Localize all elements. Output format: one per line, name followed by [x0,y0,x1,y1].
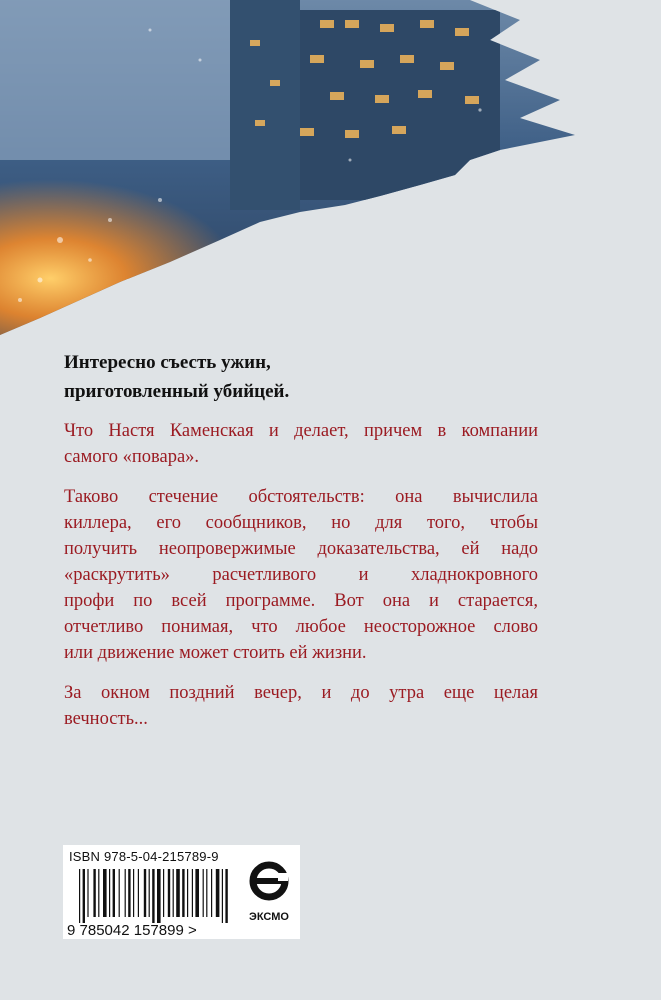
barcode-bar [113,869,115,917]
paragraph-line: Что Настя Каменская и делает, причем в компании [64,421,538,441]
barcode-bar [125,869,126,917]
paragraph-line: «раскрутить» расчетливого и хладнокровного [64,565,538,585]
paragraph-line: профи по всей программе. Вот она и старается, [64,591,538,611]
barcode-bar [128,869,130,917]
barcode-bar [176,869,180,917]
barcode-bar [211,869,212,917]
barcode-bar [152,869,154,923]
barcode-bar [157,869,161,923]
barcode-bar [225,869,227,923]
headline-line: Интересно съесть ужин, [64,352,271,373]
paragraph-line: самого «повара». [64,447,200,467]
barcode-bar [192,869,193,917]
barcode-bar [79,869,80,923]
barcode-bar [195,869,199,917]
barcode-bar [93,869,95,917]
publisher-logo [238,845,300,939]
isbn-label: ISBN 978-5-04-215789-9 [69,849,219,864]
barcode-bar [168,869,170,917]
headline-line: приготовленный убийцей. [64,381,290,402]
paragraph-1 [64,418,538,470]
barcode-bar [98,869,99,917]
eksmo-logo-icon [238,845,300,909]
barcode-digits: 9 785042 157899 > [67,922,197,939]
barcode-bar [138,869,139,917]
barcode-bar [149,869,150,917]
barcode-bar [182,869,184,917]
barcode-bar [163,869,164,917]
cover-illustration [0,0,661,340]
paragraph-line: получить неопровержимые доказательства, ей надо [64,539,538,559]
barcode-bar [87,869,88,917]
barcode-bar [216,869,220,917]
barcode-bar [206,869,207,917]
barcode-bar [173,869,174,917]
paragraph-line: За окном поздний вечер, и до утра еще целая [64,683,538,703]
publisher-name: ЭКСМО [249,911,289,923]
paragraph-line: вечность... [64,709,148,729]
blurb [64,348,538,746]
paragraph-line: киллера, его сообщников, но для того, чтобы [64,513,538,533]
barcode-bar [133,869,134,917]
paragraph-3 [64,680,538,732]
paragraph-line: или движение может стоить ей жизни. [64,643,367,663]
paragraph-line: Таково стечение обстоятельств: она вычислила [64,487,538,507]
barcode-bar [144,869,146,917]
barcode-bar [187,869,188,917]
barcode-bar [109,869,110,917]
paragraph-2 [64,484,538,666]
barcode-bar [103,869,107,917]
barcode-bar [119,869,120,917]
barcode-bar [203,869,204,917]
headline [64,348,538,406]
barcode-bar [83,869,85,923]
barcode-bar [222,869,223,923]
paragraph-line: отчетливо понимая, что любое неосторожное слово [64,617,538,637]
